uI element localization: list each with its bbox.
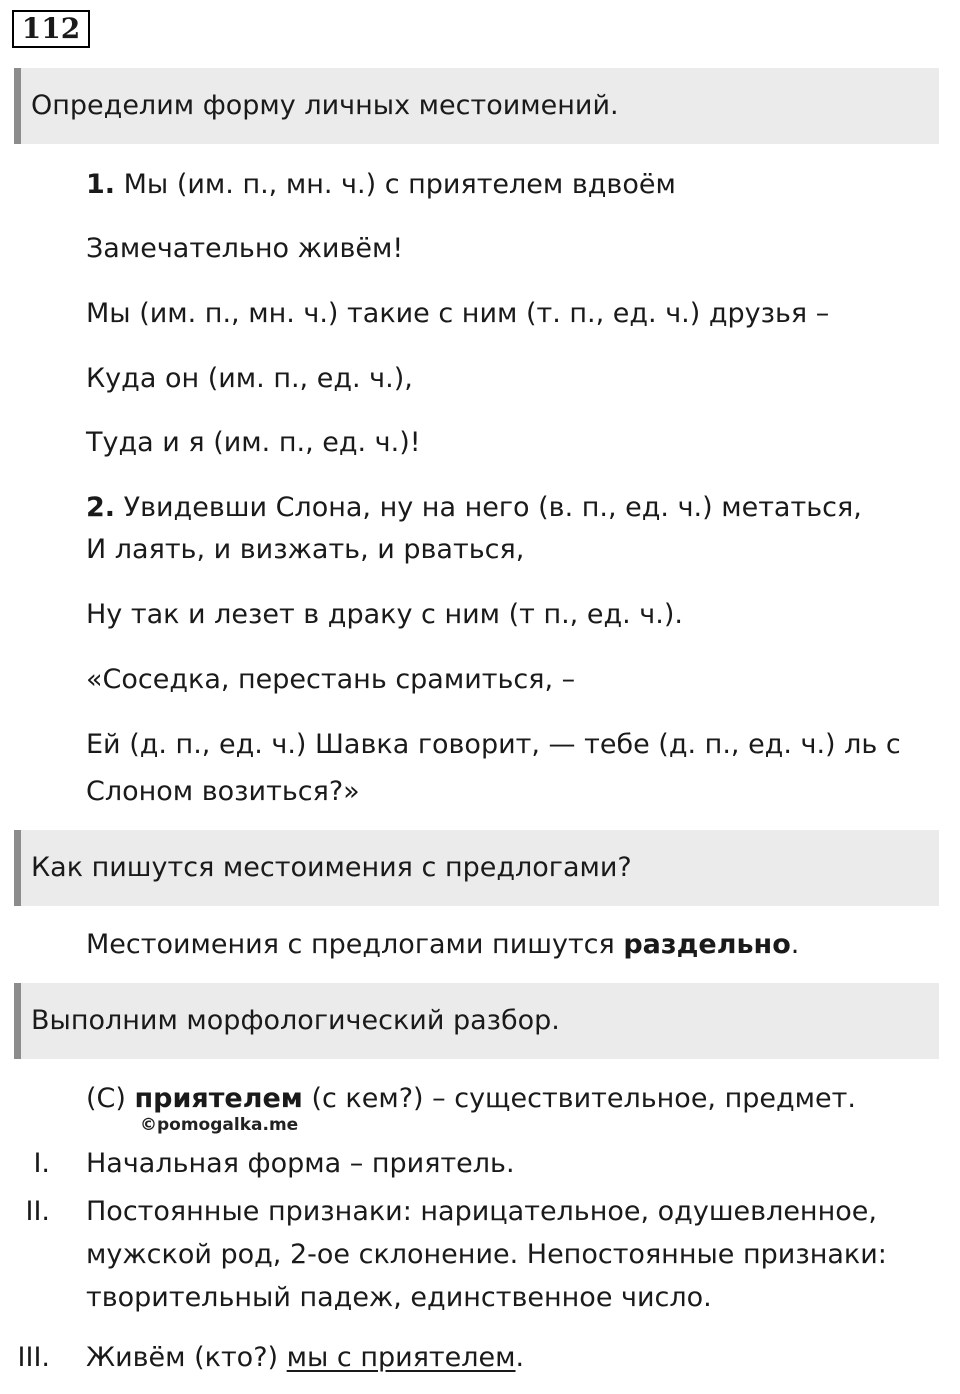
poem2-line6: Слоном возиться?» [86,776,360,807]
poem2-line5: Ей (д. п., ед. ч.) Шавка говорит, — тебе (д. п., ед. ч.) ль с [86,729,901,760]
poem2-line3: Ну так и лезет в драку с ним (т п., ед. ч.). [86,599,683,630]
analysis-intro-prefix: (С) [86,1083,135,1114]
section-heading-prepositions: Как пишутся местоимения с предлогами? [14,830,939,906]
answer-suffix: . [790,929,800,960]
poem2-line4: «Соседка, перестань срамиться, – [86,664,576,695]
item3-prefix: Живём (кто?) [86,1342,287,1373]
item3-roman: III. [17,1342,50,1373]
analysis-intro-bold: приятелем [134,1083,303,1114]
item1-roman: I. [33,1148,50,1179]
item3-suffix: . [515,1342,525,1373]
item2-roman: II. [25,1196,50,1227]
answer-prefix: Местоимения с предлогами пишутся [86,929,624,960]
poem1-line5: Туда и я (им. п., ед. ч.)! [86,427,421,458]
poem2-line1 [86,490,862,526]
answer-bold: раздельно [623,929,791,960]
poem1-line3: Мы (им. п., мн. ч.) такие с ним (т. п., ед. ч.) друзья – [86,298,830,329]
analysis-intro [86,1081,856,1117]
item3-text [86,1340,524,1376]
poem2-number: 2. [86,492,116,523]
item1-text: Начальная форма – приятель. [86,1148,515,1179]
analysis-intro-suffix: (с кем?) – существительное, предмет. [302,1083,856,1114]
poem1-line1-text: Мы (им. п., мн. ч.) с приятелем вдвоём [123,169,676,200]
item3-underlined: мы с приятелем [286,1342,516,1373]
task-number: 112 [12,10,90,48]
item2-text: Постоянные признаки: нарицательное, одушевленное, мужской род, 2-ое склонение. Непостоянные признаки: творительный падеж, единственное число. [86,1196,887,1313]
poem2-line2: И лаять, и визжать, и рваться, [86,534,525,565]
section-heading-pronoun-forms: Определим форму личных местоимений. [14,68,939,144]
poem1-line1 [86,167,676,203]
poem2-line1-text: Увидевши Слона, ну на него (в. п., ед. ч.) метаться, [123,492,862,523]
poem1-number: 1. [86,169,116,200]
watermark: ©pomogalka.me [140,1115,299,1135]
section-heading-morphology: Выполним морфологический разбор. [14,983,939,1059]
poem1-line4: Куда он (им. п., ед. ч.), [86,363,413,394]
poem1-line2: Замечательно живём! [86,233,404,264]
answer-line [86,927,799,963]
